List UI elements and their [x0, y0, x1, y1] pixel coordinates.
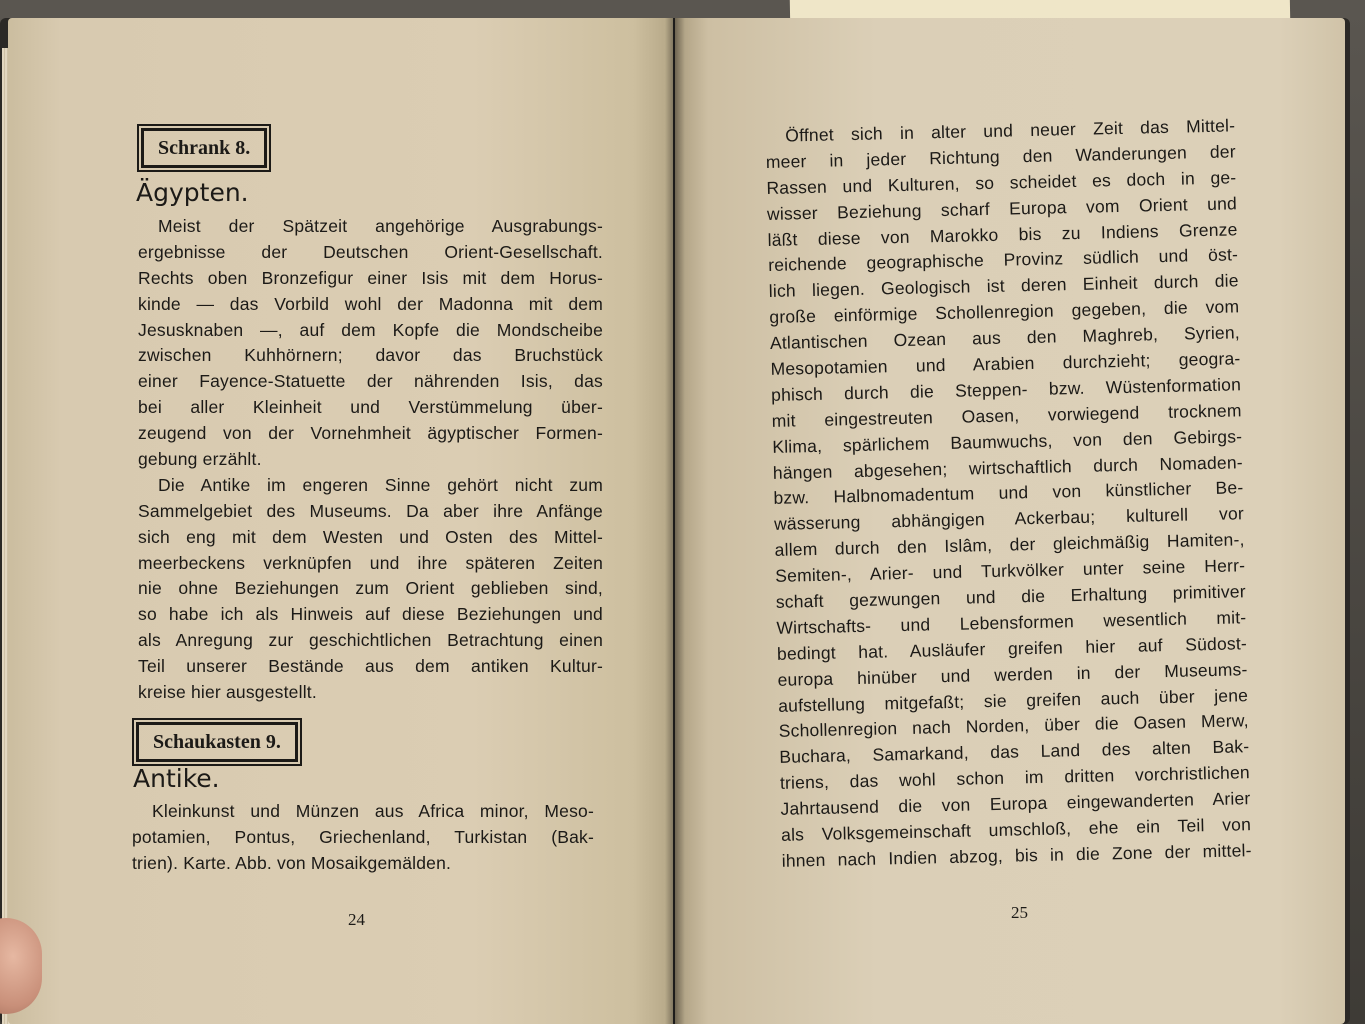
- text-line: hängen abgesehen; wirtschaftlich durch Nomaden-: [772, 451, 1244, 483]
- text-line: trien). Karte. Abb. von Mosaikgemälden.: [132, 852, 452, 873]
- text-line: Meist der Spätzeit angehörige Ausgrabungs-: [158, 216, 603, 236]
- text-line: Semiten-, Arier- und Turkvölker unter seine Herr-: [775, 555, 1246, 587]
- text-line: wisser Beziehung scharf Europa vom Orient und: [766, 192, 1238, 224]
- paragraph-2: [138, 473, 603, 706]
- text-line: gebung erzählt.: [138, 449, 262, 470]
- text-line: zeugend von der Vornehmheit ägyptischer Formen-: [138, 423, 603, 444]
- text-line: so habe ich als Hinweis auf diese Beziehungen und: [138, 604, 603, 625]
- text-line: ihnen nach Indien abzog, bis in die Zone der mittel-: [781, 840, 1252, 871]
- text-line: Atlantischen Ozean aus den Maghreb, Syrien,: [769, 322, 1241, 354]
- text-line: europa hinüber und werden in der Museums-: [777, 658, 1248, 690]
- text-line: läßt diese von Marokko bis zu Indiens Grenze: [767, 218, 1238, 250]
- text-line: Jesusknaben —, auf dem Kopfe die Mondscheibe: [138, 319, 603, 340]
- text-line: phisch durch die Steppen- bzw. Wüstenformation: [770, 374, 1242, 405]
- paragraph-1: [138, 214, 603, 473]
- orient-text: [765, 113, 1252, 874]
- text-line: Buchara, Samarkand, das Land des alten Bak-: [779, 736, 1250, 768]
- text-line: Jahrtausend die von Europa eingewanderten Arier: [780, 788, 1251, 819]
- text-line: große einförmige Schollenregion gegeben, die vom: [769, 296, 1240, 328]
- text-line: bzw. Halbnomadentum und von künstlicher Be-: [773, 477, 1244, 509]
- text-line: als Volksgemeinschaft umschloß, ehe ein Teil von: [780, 814, 1252, 845]
- text-line: allem durch den Islâm, der gleichmäßig Hamiten-,: [774, 529, 1245, 561]
- text-line: wässerung abhängigen Ackerbau; kulturell vor: [773, 503, 1245, 535]
- text-line: reichende geographische Provinz südlich und öst-: [767, 244, 1239, 276]
- text-line: Rassen und Kulturen, so scheidet es doch in ge-: [766, 167, 1237, 198]
- book-gutter: [665, 18, 685, 1024]
- right-page: [675, 18, 1345, 1024]
- text-line: Öffnet sich in alter und neuer Zeit das Mittel-: [785, 115, 1236, 146]
- open-book: [0, 18, 1350, 1024]
- left-page: [8, 18, 673, 1024]
- egypt-text: [138, 214, 603, 706]
- cabinet-label-9: Schaukasten 9.: [136, 722, 298, 762]
- text-line: Teil unserer Bestände aus dem antiken Kultur-: [138, 656, 603, 677]
- page-number-left: 24: [348, 910, 365, 929]
- text-line: Klima, spärlichem Baumwuchs, von den Gebirgs-: [772, 425, 1243, 457]
- text-line: schaft gezwungen und die Erhaltung primitiver: [775, 581, 1246, 612]
- text-line: Die Antike im engeren Sinne gehört nicht zum: [158, 474, 603, 495]
- text-line: triens, das wohl schon im dritten vorchristlichen: [779, 762, 1251, 794]
- text-line: sich eng mit dem Westen und Osten des Mittel-: [138, 526, 603, 547]
- text-line: aufstellung mitgefaßt; sie greifen auch über jene: [777, 684, 1249, 716]
- text-line: meer in jeder Richtung den Wanderungen der: [765, 141, 1236, 172]
- cabinet-label-8: Schrank 8.: [141, 128, 267, 168]
- text-line: Schollenregion nach Norden, über die Oasen Merw,: [778, 710, 1249, 742]
- antiquity-text: [132, 799, 594, 877]
- text-line: bedingt hat. Ausläufer greifen hier auf Südost-: [776, 633, 1248, 664]
- text-line: Sammelgebiet des Museums. Da aber ihre Anfänge: [138, 500, 603, 521]
- text-line: potamien, Pontus, Griechenland, Turkistan (Bak-: [132, 826, 594, 847]
- page-number-right: 25: [1011, 903, 1028, 922]
- text-line: Kleinkunst und Münzen aus Africa minor, Meso-: [152, 801, 594, 821]
- section-heading-antiquity: Antike.: [133, 764, 220, 793]
- text-line: zwischen Kuhhörnern; davor das Bruchstück: [138, 345, 603, 366]
- text-line: lich liegen. Geologisch ist deren Einheit durch die: [768, 270, 1239, 302]
- text-line: Rechts oben Bronzefigur einer Isis mit dem Horus-: [138, 267, 603, 288]
- text-line: bei aller Kleinheit und Verstümmelung über-: [138, 397, 603, 418]
- text-line: einer Fayence-Statuette der nährenden Isis, das: [138, 371, 603, 392]
- text-line: kinde — das Vorbild wohl der Madonna mit dem: [138, 293, 603, 314]
- text-line: ergebnisse der Deutschen Orient-Gesellschaft.: [138, 241, 603, 262]
- text-line: Mesopotamien und Arabien durchzieht; geogra-: [770, 348, 1241, 379]
- text-line: kreise hier ausgestellt.: [138, 682, 317, 703]
- section-heading-egypt: Ägypten.: [136, 178, 249, 207]
- text-line: Wirtschafts- und Lebensformen wesentlich mit-: [776, 607, 1247, 638]
- text-line: meerbeckens verknüpfen und ihre späteren Zeiten: [138, 552, 603, 573]
- text-line: als Anregung zur geschichtlichen Betrachtung einen: [138, 630, 603, 651]
- text-line: mit eingestreuten Oasen, vorwiegend trocknem: [771, 400, 1242, 431]
- text-line: nie ohne Beziehungen zum Orient geblieben sind,: [138, 578, 603, 599]
